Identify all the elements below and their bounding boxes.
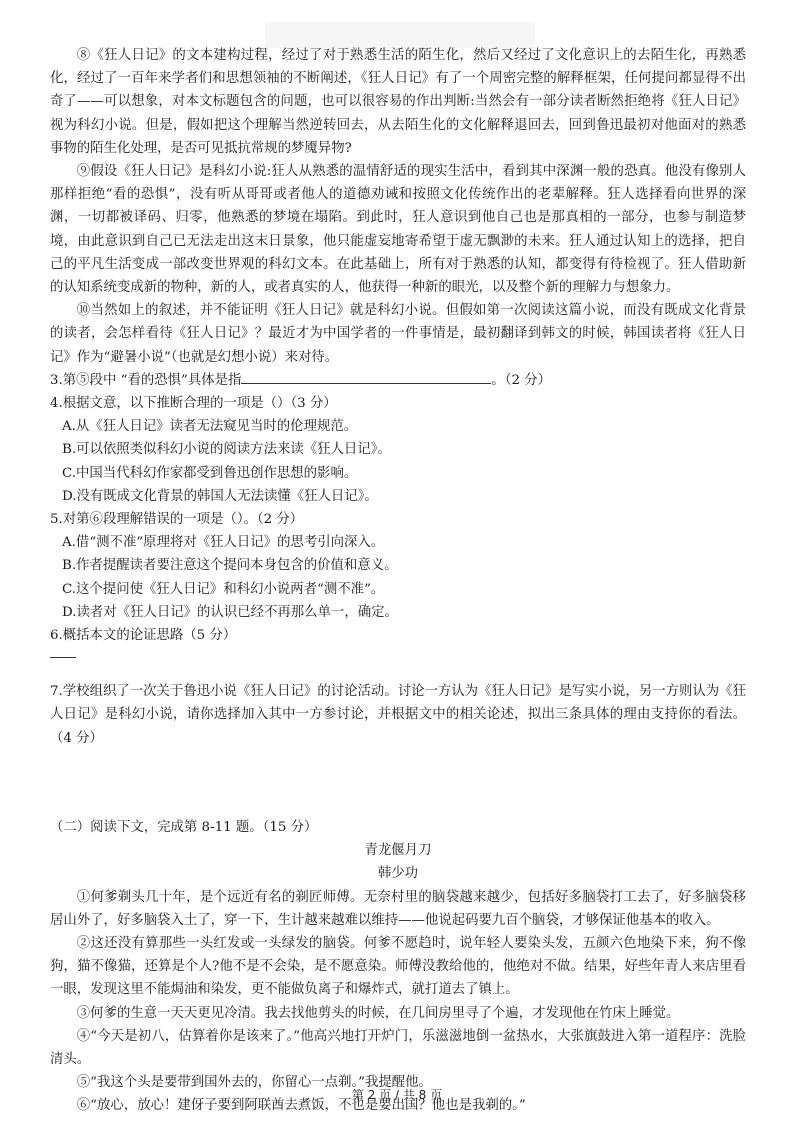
- story-paragraph: ②这还没有算那些一头红发或一头绿发的脑袋。何爹不愿趋时，说年轻人要染头发，五颜六色地染下来，狗不像狗，猫不像猫，还算是个人?他不是不会染，是不愿意染。师傅没教给他的，他绝对不做。结果，好些年青人来店里看一眼，发现这里不能焗油和染发，更不能做负离子和爆炸式，就打道去了镇上。: [50, 935, 746, 998]
- answer-space: [50, 750, 746, 816]
- question-7-stem: 7.学校组织了一次关于鲁迅小说《狂人日记》的讨论活动。讨论一方认为《狂人日记》是写实小说，另一方则认为《狂人日记》是科幻小说，请你选择加入其中一方参讨论，并根据文中的相关论述，拟出三条具体的理由支持你的看法。（4 分）: [50, 684, 746, 746]
- question-4-option: D.没有既成文化背景的韩国人无法读懂《狂人日记》。: [62, 488, 378, 504]
- question-4-option: C.中国当代科幻作家都受到鲁迅创作思想的影响。: [62, 465, 358, 481]
- question-4-option: A.从《狂人日记》读者无法窥见当时的伦理规范。: [62, 419, 358, 435]
- page-footer: 第 2 页 / 共 8 页: [351, 1088, 443, 1102]
- answer-line: [50, 657, 76, 658]
- story-paragraph: ⑥“放心，放心！建伢子要到阿联酋去煮饭，不也是要出国？他也是我剃的。”: [76, 1098, 526, 1114]
- paragraph-9: ⑨假设《狂人日记》是科幻小说:狂人从熟悉的温情舒适的现实生活中，看到其中深渊一般的恐真。他没有像别人那样拒绝“看的恐惧”，没有听从哥哥或者他人的道德劝诫和按照文化传统作出的老辈解释。狂人选择看向世界的深渊，一切都被译码、归零，他熟悉的梦境在塌陷。到此时，狂人意识到他自己也是那真相的一部分，也参与制造梦境，由此意识到自己已无法走出这末日景象，他只能虚妄地寄希望于虚无飘渺的未来。狂人通过认知上的选择，把自己的平凡生活变成一部改变世界观的科幻文本。在此基础上，所有对于熟悉的认知，都变得有待检视了。狂人借助新的认知系统变成新的物种，新的人，或者真实的人，他获得一种新的眼光，以及整个新的理解力与想象力。: [50, 164, 746, 296]
- story-paragraph: ④“今天是初八，估算着你是该来了。”他高兴地打开炉门，乐滋滋地倒一盆热水，大张旗鼓进入第一道程序：洗脸清头。: [50, 1028, 746, 1067]
- story-title: 青龙偃月刀: [364, 843, 432, 859]
- question-5-option: A.借“测不准”原理将对《狂人日记》的思考引向深入。: [62, 535, 385, 551]
- question-5-stem: 5.对第⑥段理解错误的一项是（）。（2 分）: [50, 512, 304, 528]
- question-4-option: B.可以依照类似科幻小说的阅读方法来读《狂人日记》。: [62, 442, 391, 458]
- question-3-stem: 3.第⑤段中 “看的恐惧”具体是指: [50, 372, 242, 388]
- story-paragraph: ③何爹的生意一天天更见冷清。我去找他剪头的时候，在几间房里寻了个遍，才发现他在竹床上睡觉。: [76, 1005, 680, 1021]
- paragraph-10: ⑩当然如上的叙述，并不能证明《狂人日记》就是科幻小说。但假如第一次阅读这篇小说，而没有既成文化背景的读者，会怎样看待《狂人日记》？最近才为中国学者的一件事情是，最初翻译到韩文的时候，韩国读者将《狂人日记》作为“避暑小说”（也就是幻想小说）来对待。: [50, 303, 746, 365]
- question-4-stem: 4.根据文意，以下推断合理的一项是（）（3 分）: [50, 396, 337, 412]
- question-5-option: C.这个提问使《狂人日记》和科幻小说两者“测不准”。: [62, 581, 385, 597]
- story-author: 韩少功: [377, 866, 419, 882]
- question-5-option: B.作者提醒读者要注意这个提问本身包含的价值和意义。: [62, 558, 398, 574]
- paragraph-8: ⑧《狂人日记》的文本建构过程，经过了对于熟悉生活的陌生化，然后又经过了文化意识上的去陌生化，再熟悉化，经过了一百年来学者们和思想领袖的不断阐述，《狂人日记》有了一个周密完整的解释框架，任何提问都显得不出奇了——可以想象，对本文标题包含的问题，也可以很容易的作出判断:当然会有一部分读者断然拒绝将《狂人日记》视为科幻小说。但是，假如把这个理解当然逆转回去，从去陌生化的文化解释退回去，回到鲁迅最初对他面对的熟悉事物的陌生化处理，是否可见抵抗常规的梦魇异物?: [50, 48, 746, 156]
- question-5-option: D.读者对《狂人日记》的认识已经不再那么单一，确定。: [62, 604, 398, 620]
- answer-blank[interactable]: [241, 369, 491, 384]
- section-2-heading: （二）阅读下文，完成第 8-11 题。（15 分）: [50, 819, 318, 835]
- story-paragraph: ⑤“我这个头是要带到国外去的，你留心一点剃。”我提醒他。: [76, 1075, 432, 1091]
- question-6-stem: 6.概括本文的论证思路（5 分）: [50, 628, 237, 644]
- page-content: [50, 44, 746, 1118]
- story-paragraph: ①何爹剃头几十年，是个远近有名的剃匠师傅。无奈村里的脑袋越来越少，包括好多脑袋打工去了，好多脑袋移居山外了，好多脑袋入土了，穿一下，生计越来越难以维持——他说起码要九百个脑袋，才够保证他基本的收入。: [50, 889, 746, 928]
- question-3: [50, 369, 746, 392]
- question-3-tail: 。（2 分）: [491, 372, 552, 388]
